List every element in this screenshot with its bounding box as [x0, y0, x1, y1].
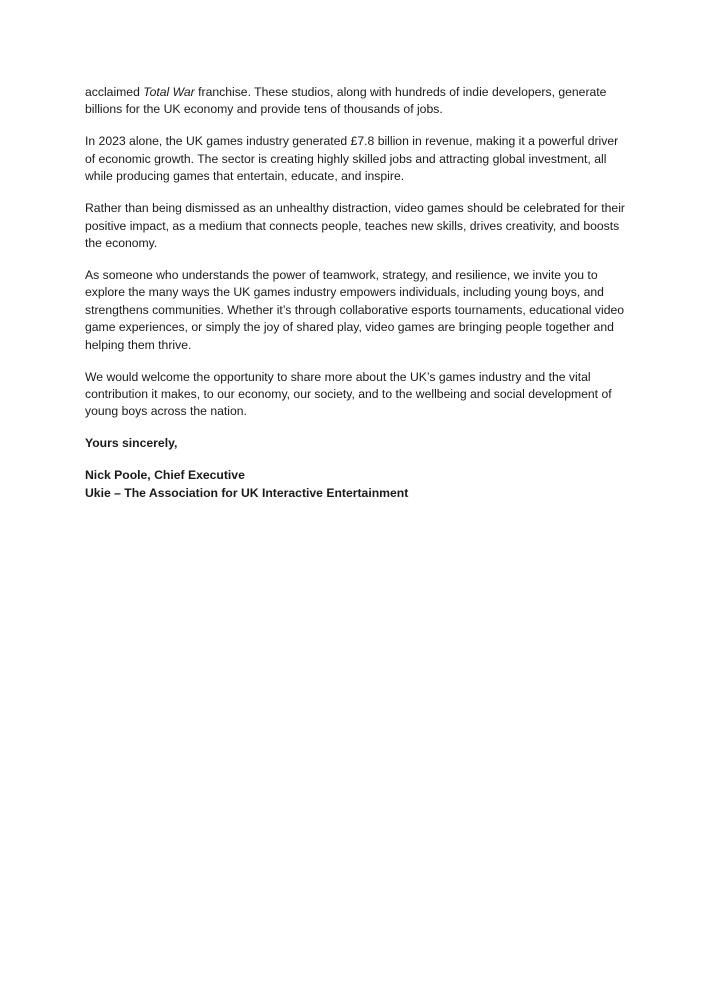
- paragraph-1-end: franchise. These studios, along with hundreds of indie developers, generate billions for the UK economy and provide tens of thousands of jobs.: [85, 85, 607, 117]
- paragraph-3: Rather than being dismissed as an unhealthy distraction, video games should be celebrated for their positive impact, as a medium that connects people, teaches new skills, drives creativity, and boosts the economy.: [85, 201, 625, 251]
- paragraph-1: [85, 84, 625, 119]
- signature-block: [85, 467, 625, 502]
- franchise-title: Total War: [143, 85, 195, 99]
- paragraph-5: We would welcome the opportunity to share more about the UK’s games industry and the vital contribution it makes, to our economy, our society, and to the wellbeing and social development of young boys across the nation.: [85, 369, 612, 419]
- letter-body: [85, 84, 625, 517]
- paragraph-4: As someone who understands the power of teamwork, strategy, and resilience, we invite you to explore the many ways the UK games industry empowers individuals, including young boys, and strengthens communities. Whether it’s through collaborative esports tournaments, educational video game experiences, or simply the joy of shared play, video games are bringing people together and helping them thrive.: [85, 268, 625, 352]
- closing-salutation: Yours sincerely,: [85, 436, 178, 451]
- paragraph-2: In 2023 alone, the UK games industry generated £7.8 billion in revenue, making it a powerful driver of economic growth. The sector is creating highly skilled jobs and attracting global investment, all while producing games that entertain, educate, and inspire.: [85, 134, 619, 184]
- paragraph-1-start: acclaimed: [85, 85, 144, 99]
- signatory-name: Nick Poole, Chief Executive: [85, 468, 245, 483]
- signatory-organisation: Ukie – The Association for UK Interactive Entertainment: [85, 485, 409, 500]
